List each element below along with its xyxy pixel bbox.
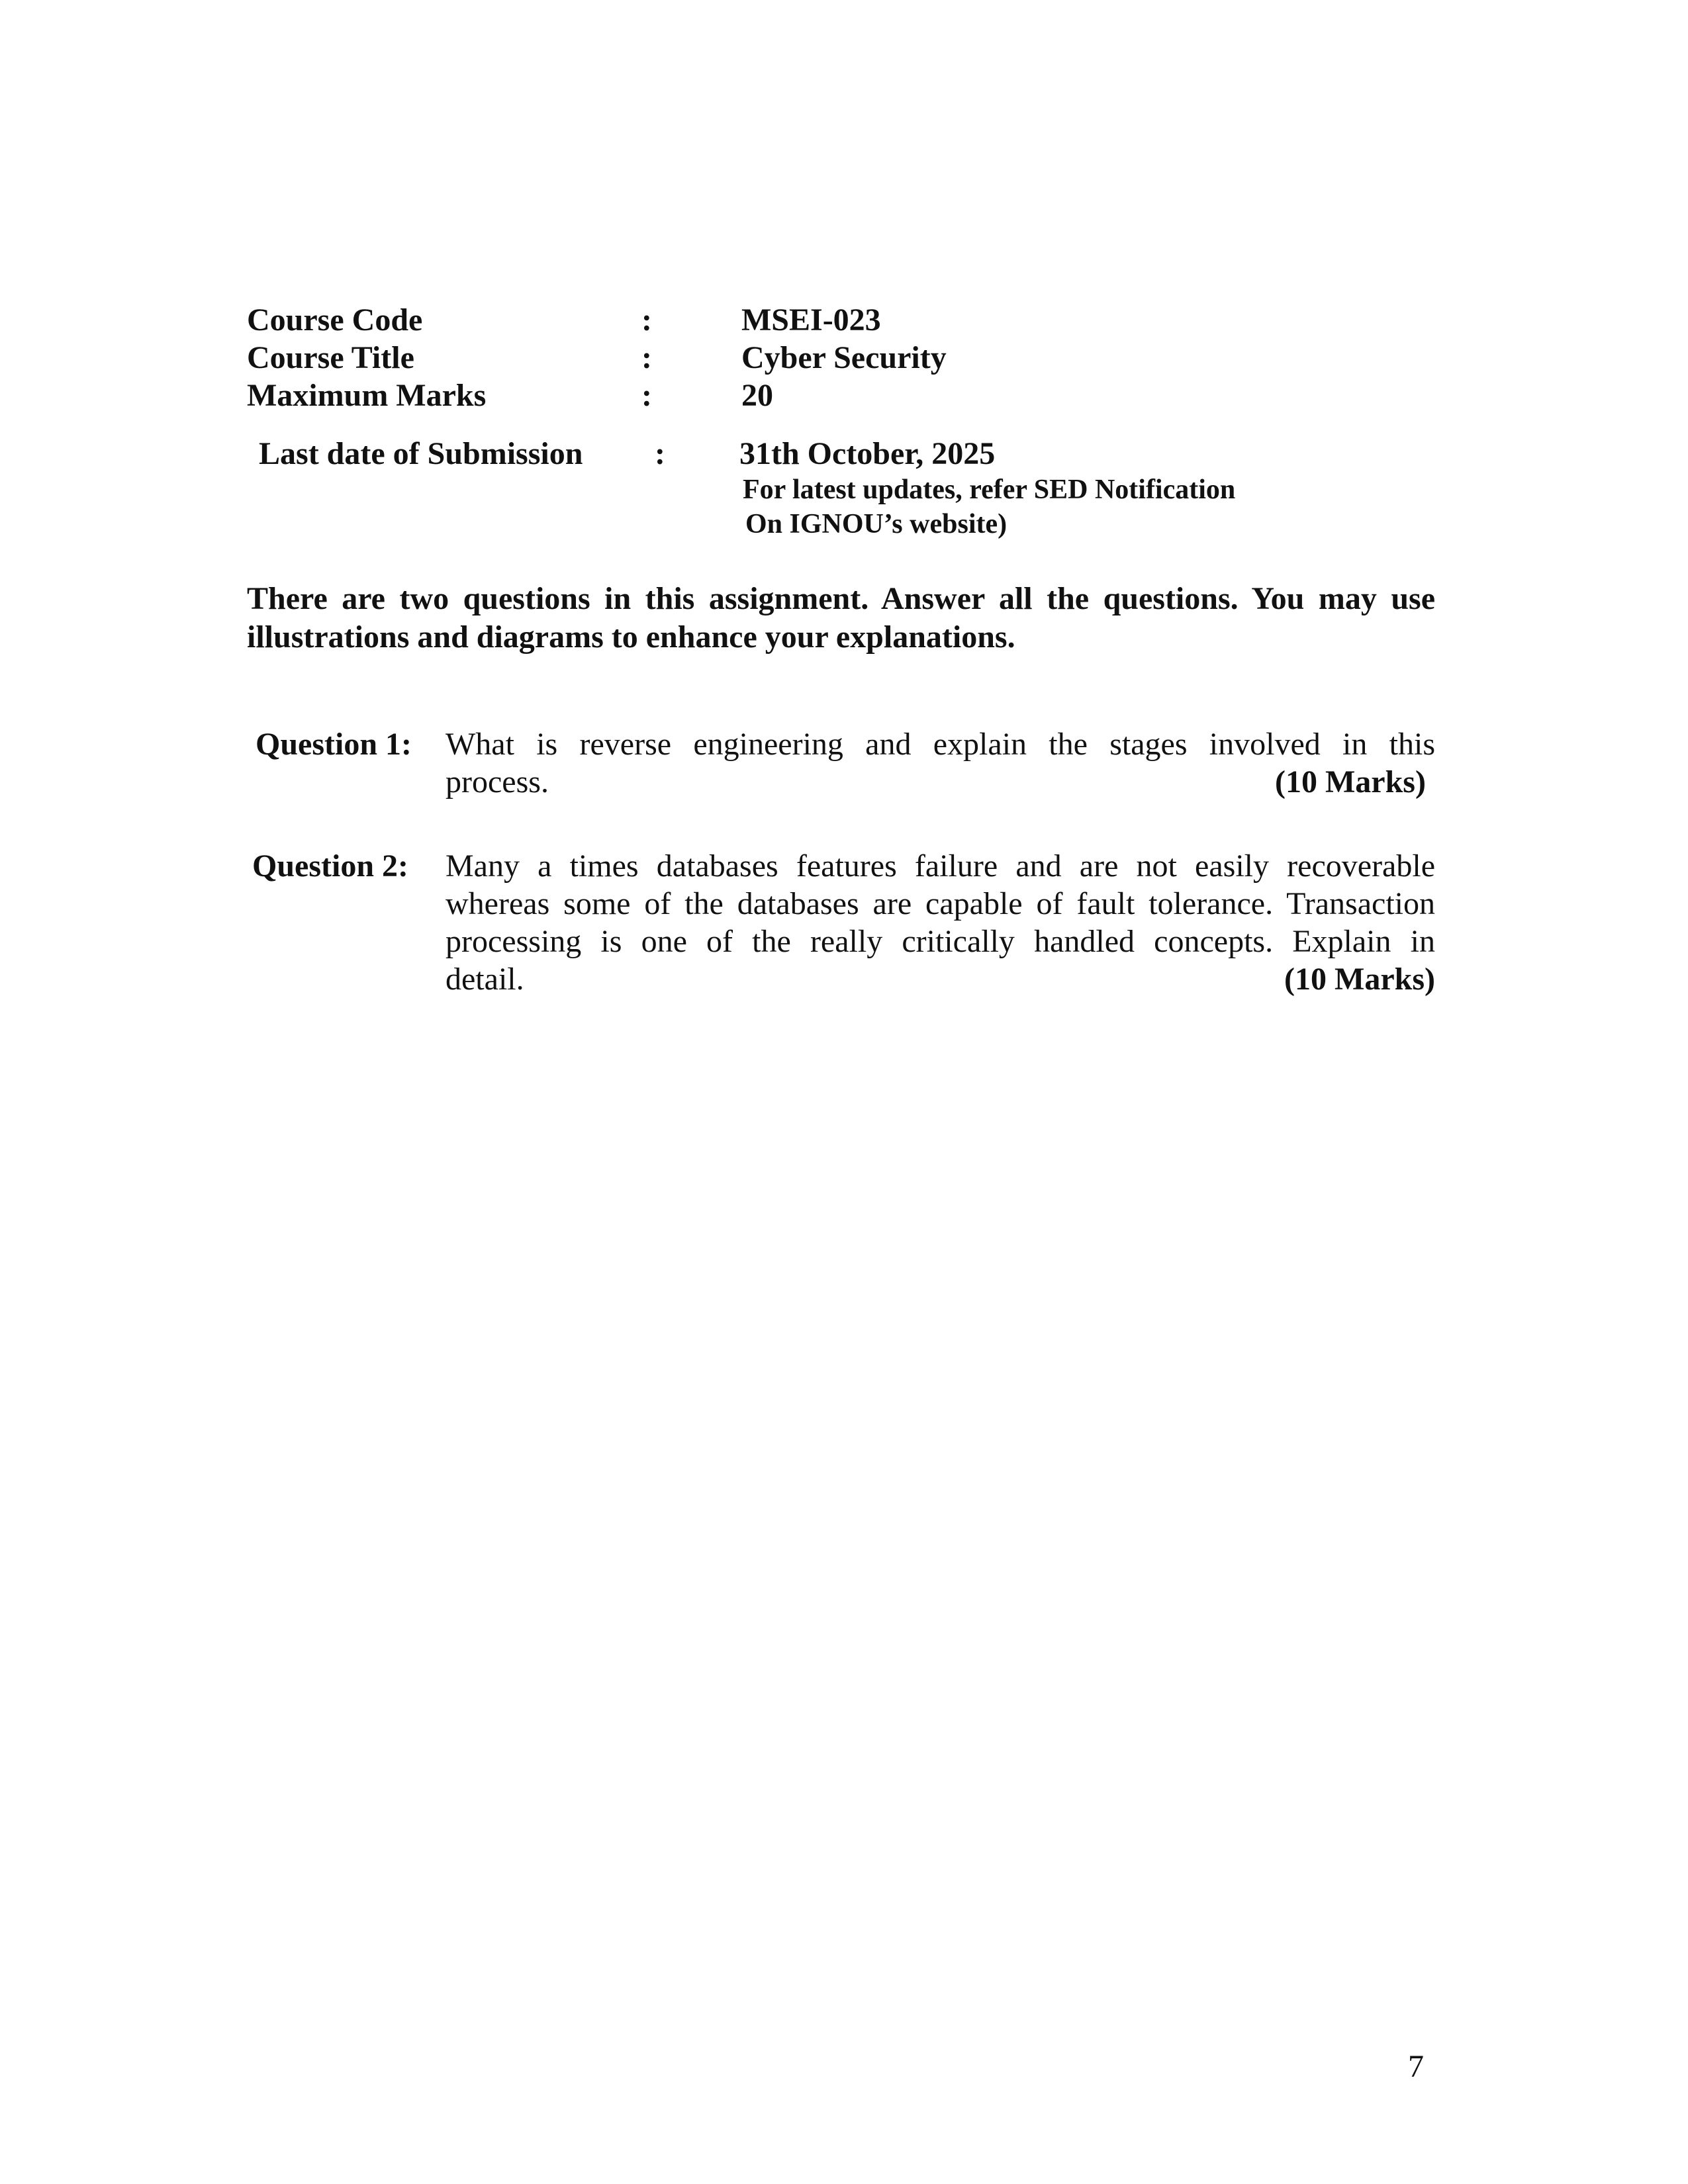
question-1-line: What is reverse engineering and explain the stages involved in this (445, 727, 1435, 762)
question-1-label: Question 1: (256, 727, 412, 762)
question-2-line (445, 960, 1435, 998)
submission-note-line-1: For latest updates, refer SED Notification (743, 475, 1236, 505)
question-2-line: Many a times databases features failure and are not easily recoverable (445, 848, 1435, 884)
course-title-colon: : (641, 340, 652, 375)
submission-note-line-2: On IGNOU’s website) (745, 509, 1008, 539)
question-2-line-text: detail. (445, 962, 524, 997)
question-1-line-text: process. (445, 764, 549, 799)
question-2-line: processing is one of the really critically handled concepts. Explain in (445, 924, 1435, 959)
maximum-marks-value: 20 (741, 378, 773, 413)
course-code-colon: : (641, 302, 652, 338)
question-2-text (445, 847, 1435, 998)
instructions-paragraph: There are two questions in this assignment. Answer all the questions. You may use illustrations and diagrams to enhance your explanations. (247, 581, 1435, 655)
question-2-label: Question 2: (252, 848, 409, 884)
course-title-label: Course Title (247, 340, 414, 375)
course-code-label: Course Code (247, 302, 423, 338)
page-number: 7 (1408, 2049, 1424, 2084)
question-1-marks: (10 Marks) (1275, 764, 1426, 799)
question-1-text (445, 725, 1435, 801)
maximum-marks-label: Maximum Marks (247, 378, 487, 413)
submission-date: 31th October, 2025 (739, 436, 996, 471)
question-2-marks: (10 Marks) (1284, 962, 1435, 997)
maximum-marks-colon: : (641, 378, 652, 413)
question-1-line (445, 763, 1435, 801)
course-title-value: Cyber Security (741, 340, 947, 375)
course-code-value: MSEI-023 (741, 302, 881, 338)
question-2-line: whereas some of the databases are capable of fault tolerance. Transaction (445, 886, 1435, 921)
submission-colon: : (655, 436, 665, 471)
submission-label: Last date of Submission (259, 436, 583, 471)
